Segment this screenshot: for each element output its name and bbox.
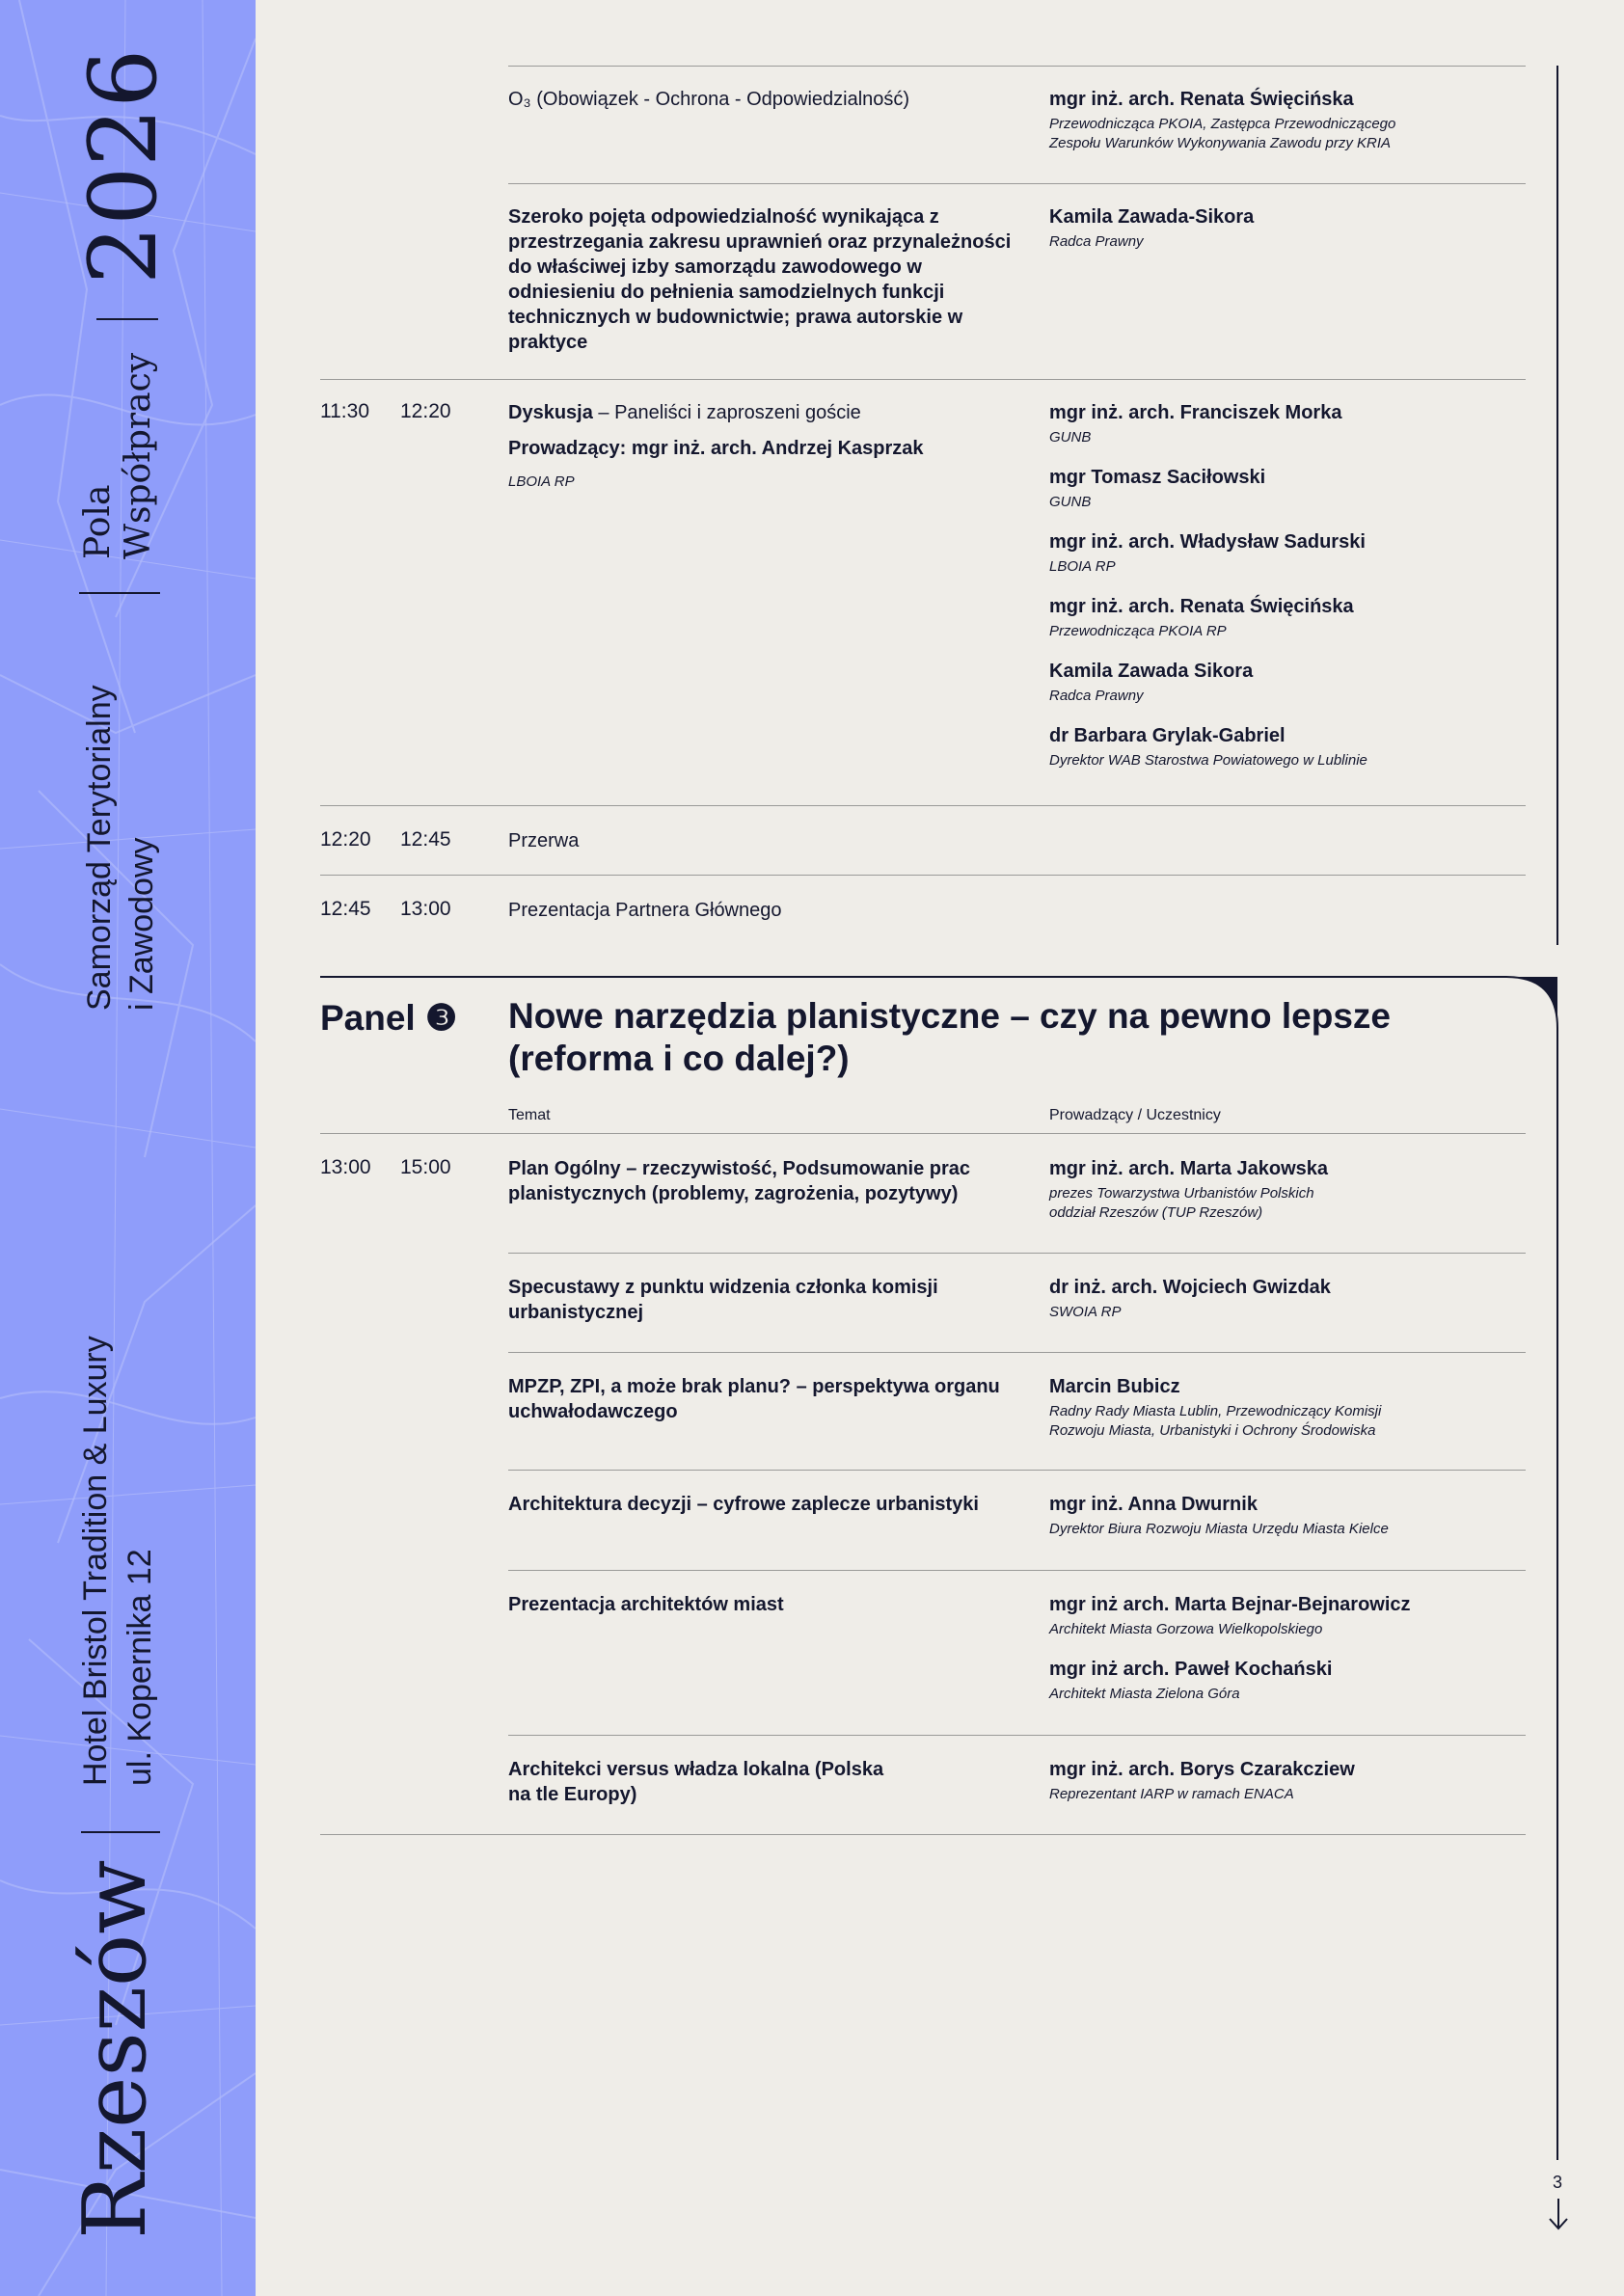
start-time: 12:45 bbox=[320, 898, 371, 920]
discussion-detail: – Paneliści i zaproszeni goście bbox=[592, 402, 861, 423]
speaker bbox=[1049, 204, 1531, 252]
speaker-role: prezes Towarzystwa Urbanistów Polskich oddział Rzeszów (TUP Rzeszów) bbox=[1049, 1185, 1314, 1221]
session-topic: Plan Ogólny – rzeczywistość, Podsumowanie prac planistycznych (problemy, zagrożenia, pozytywy) bbox=[508, 1158, 971, 1204]
divider bbox=[79, 592, 160, 594]
speaker-name: dr Barbara Grylak-Gabriel bbox=[1049, 725, 1286, 746]
panel-label: Panel ❸ bbox=[320, 998, 458, 1038]
moderator: Prowadzący: mgr inż. arch. Andrzej Kasprzak bbox=[508, 438, 924, 459]
speaker bbox=[1049, 1492, 1531, 1539]
speaker-role: Dyrektor Biura Rozwoju Miasta Urzędu Miasta Kielce bbox=[1049, 1521, 1389, 1537]
speaker-name: mgr inż. Anna Dwurnik bbox=[1049, 1494, 1258, 1515]
panel-title: Nowe narzędzia planistyczne – czy na pewno lepsze (reforma i co dalej?) bbox=[508, 996, 1392, 1078]
speaker-role: Architekt Miasta Zielona Góra bbox=[1049, 1686, 1240, 1702]
speaker-name: mgr inż. arch. Renata Święcińska bbox=[1049, 596, 1354, 617]
page-number: 3 bbox=[1545, 2173, 1570, 2193]
panel-rule bbox=[1556, 1032, 1558, 2160]
column-header-topic: Temat bbox=[508, 1107, 551, 1123]
break-label: Przerwa bbox=[508, 830, 580, 851]
speaker-name: mgr inż arch. Paweł Kochański bbox=[1049, 1659, 1333, 1680]
session-topic: Architekci versus władza lokalna (Polska na tle Europy) bbox=[508, 1759, 884, 1805]
wspolpracy-label: Współpracy bbox=[119, 352, 158, 559]
start-time: 11:30 bbox=[320, 400, 369, 422]
end-time: 15:00 bbox=[400, 1156, 451, 1178]
speaker-role: Radny Rady Miasta Lublin, Przewodniczący Komisji Rozwoju Miasta, Urbanistyki i Ochrony Środowiska bbox=[1049, 1403, 1382, 1439]
pola-label: Pola bbox=[78, 484, 118, 559]
discussion-title bbox=[508, 400, 1029, 425]
row-divider bbox=[320, 805, 1526, 806]
speaker-name: mgr inż arch. Marta Bejnar-Bejnarowicz bbox=[1049, 1594, 1411, 1615]
speaker-role: Radca Prawny bbox=[1049, 688, 1144, 704]
speaker-role: Dyrektor WAB Starostwa Powiatowego w Lublinie bbox=[1049, 752, 1367, 769]
year: 2026 bbox=[69, 48, 177, 284]
row-divider bbox=[508, 1570, 1526, 1571]
speaker-name: Marcin Bubicz bbox=[1049, 1376, 1180, 1397]
moderator-org: LBOIA RP bbox=[508, 473, 575, 490]
session-topic: MPZP, ZPI, a może brak planu? – perspektywa organu uchwałodawczego bbox=[508, 1376, 1000, 1422]
speaker-role: Przewodnicząca PKOIA, Zastępca Przewodniczącego Zespołu Warunków Wykonywania Zawodu przy KRIA bbox=[1049, 116, 1396, 151]
speaker-role: SWOIA RP bbox=[1049, 1304, 1122, 1320]
speaker-name: mgr inż. arch. Renata Święcińska bbox=[1049, 89, 1354, 110]
start-time: 12:20 bbox=[320, 828, 371, 851]
divider bbox=[96, 318, 158, 320]
speaker-name: Kamila Zawada-Sikora bbox=[1049, 206, 1255, 228]
arrow-down-icon bbox=[1547, 2199, 1570, 2231]
speaker bbox=[1049, 87, 1531, 153]
section-rule bbox=[1556, 66, 1558, 945]
row-divider bbox=[508, 1470, 1526, 1471]
partner-presentation: Prezentacja Partnera Głównego bbox=[508, 900, 782, 921]
row-divider bbox=[320, 875, 1526, 876]
row-divider bbox=[508, 183, 1526, 184]
city-name: Rzeszów bbox=[65, 1859, 166, 2239]
speaker bbox=[1049, 1757, 1531, 1804]
speaker-role: GUNB bbox=[1049, 429, 1092, 446]
speaker-role: Radca Prawny bbox=[1049, 233, 1144, 250]
end-time: 12:20 bbox=[400, 400, 451, 422]
speaker-role: LBOIA RP bbox=[1049, 558, 1116, 575]
speaker bbox=[1049, 1374, 1531, 1441]
end-time: 12:45 bbox=[400, 828, 451, 851]
speaker-role: Architekt Miasta Gorzowa Wielkopolskiego bbox=[1049, 1621, 1323, 1637]
session-topic: Szeroko pojęta odpowiedzialność wynikająca z przestrzegania zakresu uprawnień oraz przynależności do właściwej izby samorządu zawodowego w odniesieniu do pełnienia samodzielnych funkcji technicznych w budownictwie; prawa autorskie w praktyce bbox=[508, 206, 1012, 353]
speaker bbox=[1049, 1275, 1531, 1322]
discussion-label: Dyskusja bbox=[508, 402, 593, 423]
speaker-name: mgr inż. arch. Marta Jakowska bbox=[1049, 1158, 1329, 1179]
speaker-role: Reprezentant IARP w ramach ENACA bbox=[1049, 1786, 1294, 1802]
speaker-name: mgr inż. arch. Władysław Sadurski bbox=[1049, 531, 1366, 553]
speaker bbox=[1049, 1156, 1531, 1223]
row-divider bbox=[508, 1253, 1526, 1254]
speaker-role: GUNB bbox=[1049, 494, 1092, 510]
start-time: 13:00 bbox=[320, 1156, 371, 1178]
samorzad-label: Samorząd Terytorialny bbox=[81, 685, 118, 1011]
session-topic: Prezentacja architektów miast bbox=[508, 1594, 784, 1615]
row-divider bbox=[320, 379, 1526, 380]
sidebar-band bbox=[0, 0, 256, 2296]
speaker-name: mgr inż. arch. Borys Czarakcziew bbox=[1049, 1759, 1355, 1780]
zawodowy-label: i Zawodowy bbox=[123, 837, 160, 1011]
session-topic: Specustawy z punktu widzenia członka komisji urbanistycznej bbox=[508, 1277, 938, 1323]
hotel-address: ul. Kopernika 12 bbox=[122, 1549, 158, 1786]
session-topic: Architektura decyzji – cyfrowe zaplecze urbanistyki bbox=[508, 1494, 979, 1515]
row-divider bbox=[320, 1834, 1526, 1835]
hotel-name: Hotel Bristol Tradition & Luxury bbox=[77, 1336, 114, 1786]
row-divider bbox=[320, 1133, 1526, 1134]
row-divider bbox=[508, 66, 1526, 67]
divider bbox=[81, 1831, 160, 1833]
panelist-list bbox=[1049, 400, 1531, 770]
row-divider bbox=[508, 1352, 1526, 1353]
end-time: 13:00 bbox=[400, 898, 451, 920]
speaker-role: Przewodnicząca PKOIA RP bbox=[1049, 623, 1227, 639]
speaker-name: dr inż. arch. Wojciech Gwizdak bbox=[1049, 1277, 1331, 1298]
speaker-name: mgr inż. arch. Franciszek Morka bbox=[1049, 402, 1342, 423]
speaker-name: mgr Tomasz Saciłowski bbox=[1049, 467, 1266, 488]
speaker-list bbox=[1049, 1592, 1531, 1704]
column-header-people: Prowadzący / Uczestnicy bbox=[1049, 1107, 1221, 1123]
session-topic: O₃ (Obowiązek - Ochrona - Odpowiedzialność) bbox=[508, 89, 910, 110]
row-divider bbox=[508, 1735, 1526, 1736]
speaker-name: Kamila Zawada Sikora bbox=[1049, 661, 1254, 682]
